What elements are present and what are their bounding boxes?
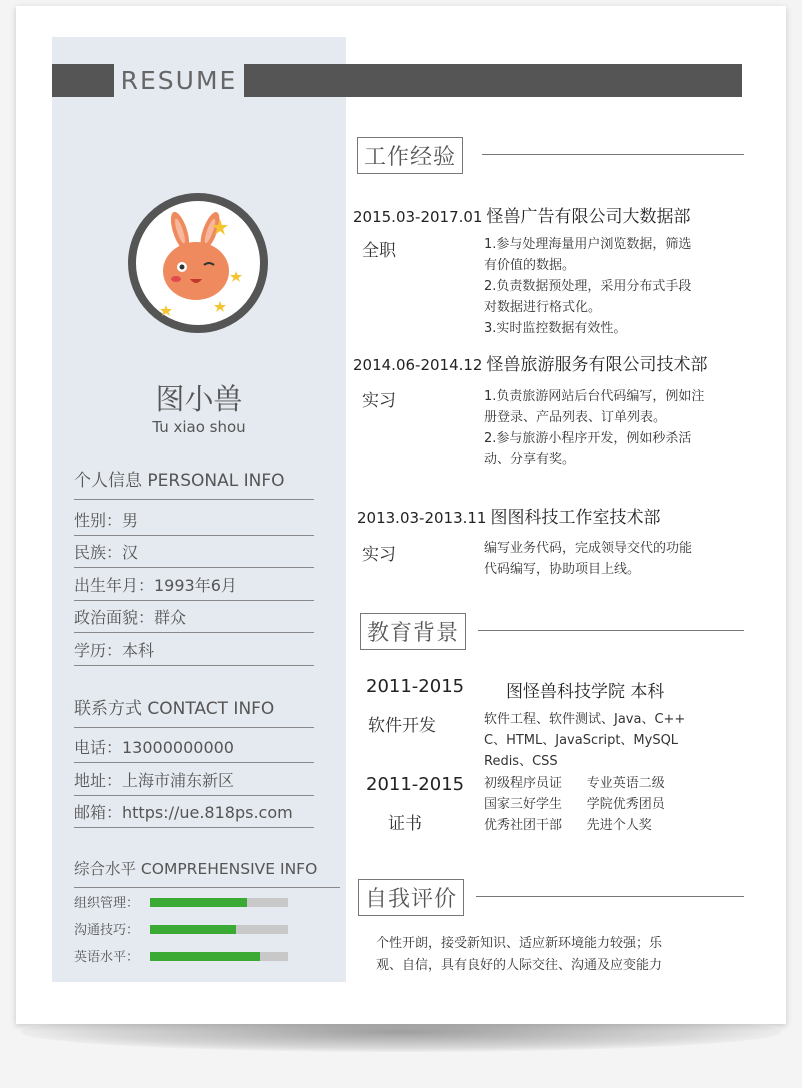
education-year: 2011-2015 bbox=[366, 676, 465, 697]
work-experience-title: 工作经验 bbox=[357, 137, 463, 174]
job-org: 图图科技工作室技术部 bbox=[490, 508, 661, 528]
resume-title: RESUME bbox=[120, 66, 238, 95]
personal-row: 民族：汉 bbox=[74, 538, 314, 568]
comprehensive-info-heading: 综合水平 COMPREHENSIVE INFO bbox=[74, 857, 340, 888]
job-type: 实习 bbox=[362, 391, 396, 411]
job-description bbox=[484, 386, 746, 470]
education-cert-label: 证书 bbox=[388, 814, 422, 834]
self-line: 观、自信，具有良好的人际交往、沟通及应变能力 bbox=[376, 958, 663, 973]
section-divider bbox=[478, 630, 744, 631]
job-line: 编写业务代码，完成领导交代的功能 bbox=[484, 541, 693, 556]
job-date: 2013.03-2013.11 bbox=[357, 509, 487, 527]
contact-info-heading: 联系方式 CONTACT INFO bbox=[74, 694, 314, 728]
avatar bbox=[128, 193, 268, 333]
section-divider bbox=[482, 154, 744, 155]
skill-label: 组织管理： bbox=[74, 896, 140, 911]
skill-label: 英语水平： bbox=[74, 950, 140, 965]
job-heading bbox=[353, 350, 707, 375]
personal-info-heading: 个人信息 PERSONAL INFO bbox=[74, 466, 314, 500]
skill-bar-fill bbox=[150, 898, 247, 907]
self-line: 个性开朗，接受新知识、适应新环境能力较强；乐 bbox=[376, 936, 663, 951]
skill-bar bbox=[150, 925, 288, 934]
cert-line: 初级程序员证 专业英语二级 bbox=[484, 776, 665, 791]
education-school: 图怪兽科技学院 本科 bbox=[506, 682, 665, 702]
personal-row: 性别：男 bbox=[74, 506, 314, 536]
job-type: 全职 bbox=[362, 241, 396, 261]
personal-row: 政治面貌：群众 bbox=[74, 603, 314, 633]
job-line: 动、分享有奖。 bbox=[484, 452, 576, 467]
job-line: 1.负责旅游网站后台代码编写，例如注 bbox=[484, 389, 705, 404]
bunny-avatar-icon bbox=[136, 201, 260, 325]
course-line: C、HTML、JavaScript、MySQL bbox=[484, 733, 679, 748]
person-name-en: Tu xiao shou bbox=[152, 418, 246, 436]
job-line: 2.参与旅游小程序开发，例如秒杀活 bbox=[484, 431, 692, 446]
job-line: 3.实时监控数据有效性。 bbox=[484, 321, 627, 336]
contact-row: 电话：13000000000 bbox=[74, 733, 314, 763]
personal-row: 学历：本科 bbox=[74, 636, 314, 666]
skill-bar bbox=[150, 952, 288, 961]
cert-line: 国家三好学生 学院优秀团员 bbox=[484, 797, 665, 812]
job-org: 怪兽旅游服务有限公司技术部 bbox=[486, 355, 708, 375]
skill-bar bbox=[150, 898, 288, 907]
header-bar-left bbox=[52, 64, 114, 97]
skill-label: 沟通技巧： bbox=[74, 923, 140, 938]
contact-row: 邮箱：https://ue.818ps.com bbox=[74, 798, 314, 828]
job-description bbox=[484, 234, 746, 339]
cert-line: 优秀社团干部 先进个人奖 bbox=[484, 818, 652, 833]
self-evaluation-title: 自我评价 bbox=[358, 879, 464, 916]
course-line: Redis、CSS bbox=[484, 754, 558, 769]
header-bar-right bbox=[244, 64, 742, 97]
job-line: 1.参与处理海量用户浏览数据，筛选 bbox=[484, 237, 692, 252]
skill-bar-fill bbox=[150, 925, 236, 934]
job-date: 2015.03-2017.01 bbox=[353, 208, 483, 226]
education-major: 软件开发 bbox=[368, 716, 436, 736]
education-courses bbox=[484, 709, 685, 772]
person-name: 图小兽 bbox=[155, 382, 243, 416]
job-line: 对数据进行格式化。 bbox=[484, 300, 602, 315]
job-line: 2.负责数据预处理，采用分布式手段 bbox=[484, 279, 692, 294]
course-line: 软件工程、软件测试、Java、C++ bbox=[484, 712, 686, 727]
job-line: 册登录、产品列表、订单列表。 bbox=[484, 410, 667, 425]
skill-bar-fill bbox=[150, 952, 260, 961]
job-org: 怪兽广告有限公司大数据部 bbox=[486, 207, 691, 227]
education-year: 2011-2015 bbox=[366, 774, 465, 795]
job-line: 代码编写，协助项目上线。 bbox=[484, 562, 641, 577]
self-evaluation-text bbox=[376, 933, 716, 977]
job-heading bbox=[357, 503, 660, 528]
education-title: 教育背景 bbox=[360, 613, 466, 650]
job-line: 有价值的数据。 bbox=[484, 258, 576, 273]
contact-row: 地址：上海市浦东新区 bbox=[74, 766, 314, 796]
education-certificates bbox=[484, 773, 665, 836]
job-description bbox=[484, 538, 746, 580]
personal-row: 出生年月：1993年6月 bbox=[74, 571, 314, 601]
section-divider bbox=[476, 896, 744, 897]
job-type: 实习 bbox=[362, 545, 396, 565]
job-heading bbox=[353, 202, 690, 227]
job-date: 2014.06-2014.12 bbox=[353, 356, 483, 374]
